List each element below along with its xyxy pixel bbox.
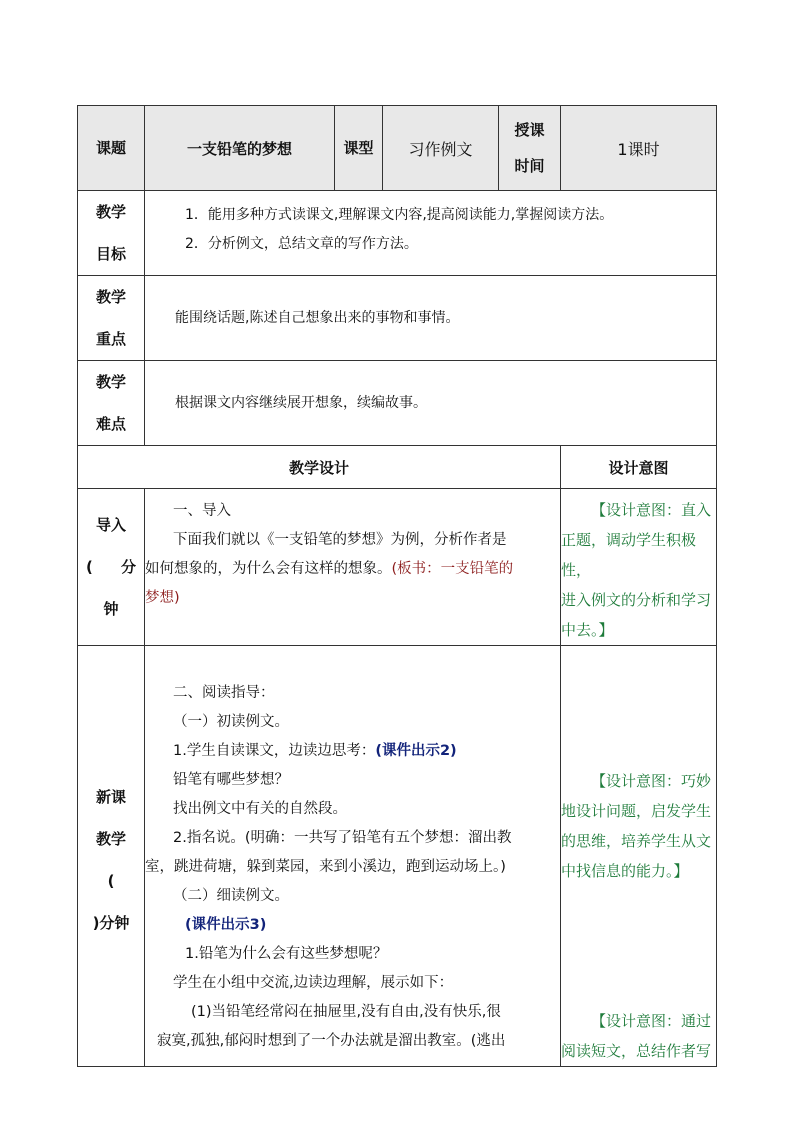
keypoints-row xyxy=(78,276,717,361)
intent-line: 地设计问题，启发学生 xyxy=(561,802,712,820)
goal-item: 2．分析例文，总结文章的写作方法。 xyxy=(185,236,418,252)
intro-label-line3: 钟 xyxy=(103,600,119,618)
difficulties-label xyxy=(78,361,145,446)
intro-line: 下面我们就以《一支铅笔的梦想》为例，分析作者是 xyxy=(173,532,507,548)
goals-label-line1: 教学 xyxy=(95,203,126,221)
goals-label xyxy=(78,191,145,276)
lesson-line: （二）细读例文。 xyxy=(173,888,289,904)
intent-line: 中找信息的能力。】 xyxy=(561,862,689,880)
intro-label-line1: 导入 xyxy=(95,516,126,534)
lesson-plan-table xyxy=(77,105,717,1067)
lesson-line: 寂寞,孤独,郁闷时想到了一个办法就是溜出教室。(逃出 xyxy=(157,1033,506,1049)
topic-label: 课题 xyxy=(78,106,145,191)
goal-item: 1．能用多种方式读课文,理解课文内容,提高阅读能力,掌握阅读方法。 xyxy=(185,207,614,223)
time-value: 1课时 xyxy=(561,106,717,191)
goals-row xyxy=(78,191,717,276)
intro-label-minute: 分 xyxy=(120,558,136,576)
lesson-line: 学生在小组中交流,边读边理解，展示如下： xyxy=(173,975,454,991)
time-label-line2: 时间 xyxy=(514,157,545,175)
new-lesson-label xyxy=(78,646,145,1067)
intent-line: 中去。】 xyxy=(561,621,614,639)
goals-label-line2: 目标 xyxy=(95,245,126,263)
intro-label-paren: ( xyxy=(86,558,93,576)
intro-intent xyxy=(561,489,717,646)
intent-line: 【设计意图：巧妙 xyxy=(591,772,712,790)
design-header-row xyxy=(78,446,717,489)
lesson-line: (1)当铅笔经常闷在抽屉里,没有自由,没有快乐,很 xyxy=(191,1004,501,1020)
intent-spacer xyxy=(561,886,716,1006)
intro-line: 如何想象的，为什么会有这样的想象。(板书：一支铅笔的 xyxy=(145,561,514,577)
time-label xyxy=(499,106,561,191)
board-note-end: 梦想) xyxy=(145,590,180,606)
courseware-ref: (课件出示3) xyxy=(185,917,267,933)
keypoints-label-line2: 重点 xyxy=(95,330,126,348)
lesson-line: 室，跳进荷塘，躲到菜园，来到小溪边，跑到运动场上。) xyxy=(145,859,506,875)
type-value: 习作例文 xyxy=(383,106,499,191)
intent-line: 【设计意图：通过 xyxy=(591,1012,712,1030)
difficulties-label-line2: 难点 xyxy=(95,415,126,433)
intro-heading: 一、导入 xyxy=(173,503,231,519)
intent-line: 【设计意图：直入 xyxy=(591,501,712,519)
difficulties-row xyxy=(78,361,717,446)
new-lesson-label-line4: )分钟 xyxy=(92,914,130,932)
intent-line: 阅读短文，总结作者写 xyxy=(561,1042,712,1060)
lesson-line: 1.学生自读课文，边读边思考：(课件出示2) xyxy=(173,743,457,759)
topic-value: 一支铅笔的梦想 xyxy=(145,106,335,191)
time-label-line1: 授课 xyxy=(514,121,545,139)
keypoints-text: 能围绕话题,陈述自己想象出来的事物和事情。 xyxy=(145,276,717,361)
intro-label xyxy=(78,489,145,646)
new-lesson-label-line1: 新课 xyxy=(95,788,126,806)
lesson-line: 2.指名说。(明确：一共写了铅笔有五个梦想：溜出教 xyxy=(173,830,512,846)
lesson-line: 找出例文中有关的自然段。 xyxy=(173,801,347,817)
keypoints-label xyxy=(78,276,145,361)
new-lesson-intent xyxy=(561,646,717,1067)
difficulties-label-line1: 教学 xyxy=(95,373,126,391)
header-row xyxy=(78,106,717,191)
courseware-ref: (课件出示2) xyxy=(375,743,457,759)
design-intent-heading: 设计意图 xyxy=(561,446,717,489)
goals-content xyxy=(145,191,717,276)
difficulties-text: 根据课文内容继续展开想象，续编故事。 xyxy=(145,361,717,446)
new-lesson-label-line3: ( xyxy=(107,872,115,890)
new-lesson-content xyxy=(145,646,561,1067)
intro-content xyxy=(145,489,561,646)
keypoints-label-line1: 教学 xyxy=(95,288,126,306)
intent-line: 的思维，培养学生从文 xyxy=(561,832,712,850)
new-lesson-label-line2: 教学 xyxy=(95,830,126,848)
new-lesson-row xyxy=(78,646,717,1067)
intro-label-line2 xyxy=(78,546,144,588)
lesson-line: 铅笔有哪些梦想？ xyxy=(173,772,289,788)
board-note: (板书：一支铅笔的 xyxy=(391,561,514,577)
type-label: 课型 xyxy=(335,106,383,191)
intent-line: 进入例文的分析和学习 xyxy=(561,591,712,609)
teaching-design-heading: 教学设计 xyxy=(78,446,561,489)
intro-row xyxy=(78,489,717,646)
lesson-line: （一）初读例文。 xyxy=(173,714,289,730)
lesson-line: 二、阅读指导： xyxy=(173,685,275,701)
lesson-line: 1.铅笔为什么会有这些梦想呢？ xyxy=(185,946,388,962)
intent-line: 正题，调动学生积极性， xyxy=(561,531,697,579)
